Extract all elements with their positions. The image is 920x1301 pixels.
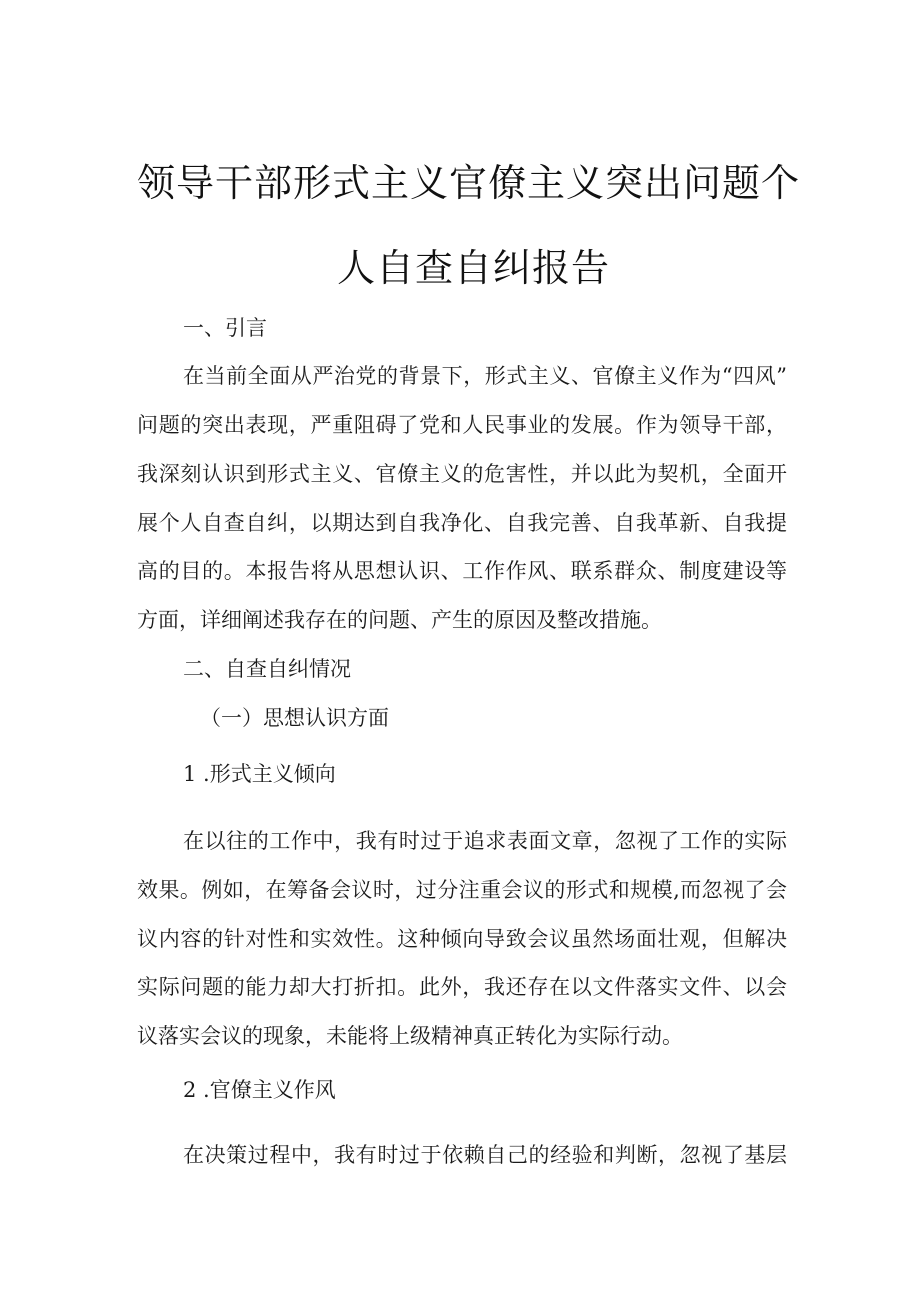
section-heading-review: 二、自查自纠情况 <box>183 657 351 681</box>
paragraph-line: 问题的突出表现，严重阻碍了党和人民事业的发展。作为领导干部， <box>137 413 787 437</box>
document-title-line-1: 领导干部形式主义官僚主义突出问题个 <box>137 161 801 205</box>
paragraph-line: 在当前全面从严治党的背景下，形式主义、官僚主义作为“四风” <box>183 364 787 388</box>
paragraph-line: 实际问题的能力却大打折扣。此外，我还存在以文件落实文件、以会 <box>137 975 787 999</box>
paragraph-line: 议落实会议的现象，未能将上级精神真正转化为实际行动。 <box>137 1024 683 1048</box>
paragraph-line: 高的目的。本报告将从思想认识、工作作风、联系群众、制度建设等 <box>137 559 787 583</box>
subsection-heading-thinking: （一）思想认识方面 <box>200 706 389 730</box>
paragraph-line: 我深刻认识到形式主义、官僚主义的危害性，并以此为契机，全面开 <box>137 462 787 486</box>
paragraph-line: 展个人自查自纠，以期达到自我净化、自我完善、自我革新、自我提 <box>137 511 787 535</box>
item-heading-formalism: 1 .形式主义倾向 <box>183 762 336 786</box>
paragraph-line: 在以往的工作中，我有时过于追求表面文章，忽视了工作的实际 <box>183 829 787 853</box>
item-heading-bureaucratism: 2 .官僚主义作风 <box>183 1078 336 1102</box>
document-title-line-2: 人自查自纠报告 <box>337 246 611 290</box>
paragraph-line: 方面，详细阐述我存在的问题、产生的原因及整改措施。 <box>137 608 662 632</box>
paragraph-line: 在决策过程中，我有时过于依赖自己的经验和判断，忽视了基层 <box>183 1143 787 1167</box>
paragraph-line: 议内容的针对性和实效性。这种倾向导致会议虽然场面壮观，但解决 <box>137 927 787 951</box>
section-heading-intro: 一、引言 <box>183 316 267 340</box>
paragraph-line: 效果。例如，在筹备会议时，过分注重会议的形式和规模,而忽视了会 <box>137 878 787 902</box>
